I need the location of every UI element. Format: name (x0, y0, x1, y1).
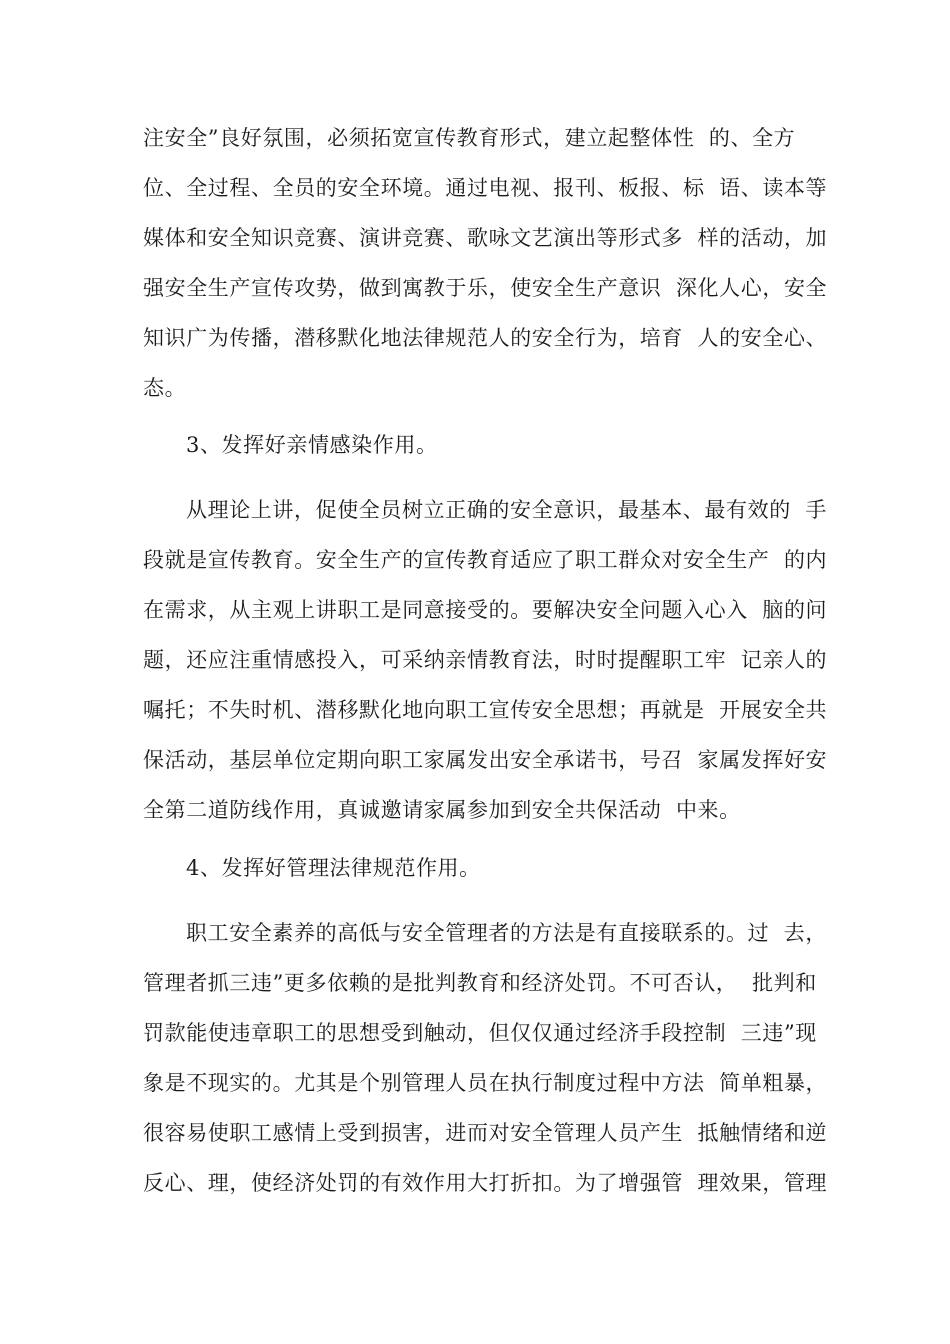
paragraph-line: 强安全生产宣传攻势，做到寓教于乐，使安全生产意识 深化人心，安全 (143, 276, 828, 300)
section-heading-4: 4、发挥好管理法律规范作用。 (186, 856, 481, 880)
paragraph-line: 在需求，从主观上讲职工是同意接受的。要解决安全问题入心入 脑的问 (143, 598, 828, 622)
section-heading-3: 3、发挥好亲情感染作用。 (186, 433, 438, 457)
paragraph-line: 象是不现实的。尤其是个别管理人员在执行制度过程中方法 简单粗暴， (143, 1071, 828, 1095)
paragraph-line: 从理论上讲，促使全员树立正确的安全意识，最基本、最有效的 手 (186, 498, 827, 522)
paragraph-line: 管理者抓三违”更多依赖的是批判教育和经济处罚。不可否认， 批判和 (143, 971, 817, 995)
paragraph-line: 嘱托；不失时机、潜移默化地向职工宣传安全思想；再就是 开展安全共 (143, 698, 828, 722)
paragraph-line: 很容易使职工感情上受到损害，进而对安全管理人员产生 抵触情绪和逆 (143, 1121, 828, 1145)
paragraph-line: 反心、理，使经济处罚的有效作用大打折扣。为了增强管 理效果，管理 (143, 1171, 828, 1195)
paragraph-line: 保活动，基层单位定期向职工家属发出安全承诺书，号召 家属发挥好安 (143, 748, 828, 772)
paragraph-line: 位、全过程、全员的安全环境。通过电视、报刊、板报、标 语、读本等 (143, 176, 828, 200)
paragraph-line: 题，还应注重情感投入，可采纳亲情教育法，时时提醒职工牢 记亲人的 (143, 648, 828, 672)
paragraph-line: 知识广为传播，潜移默化地法律规范人的安全行为，培育 人的安全心、 (143, 326, 828, 350)
paragraph-line: 态。 (143, 376, 187, 400)
paragraph-line: 注安全”良好氛围，必须拓宽宣传教育形式，建立起整体性 的、全方 (143, 126, 796, 150)
paragraph-line: 罚款能使违章职工的思想受到触动，但仅仅通过经济手段控制 三违”现 (143, 1021, 817, 1045)
paragraph-line: 媒体和安全知识竞赛、演讲竞赛、歌咏文艺演出等形式多 样的活动，加 (143, 226, 828, 250)
paragraph-line: 全第二道防线作用，真诚邀请家属参加到安全共保活动 中来。 (143, 798, 741, 822)
paragraph-line: 职工安全素养的高低与安全管理者的方法是有直接联系的。过 去， (186, 921, 827, 945)
paragraph-line: 段就是宣传教育。安全生产的宣传教育适应了职工群众对安全生产 的内 (143, 548, 828, 572)
